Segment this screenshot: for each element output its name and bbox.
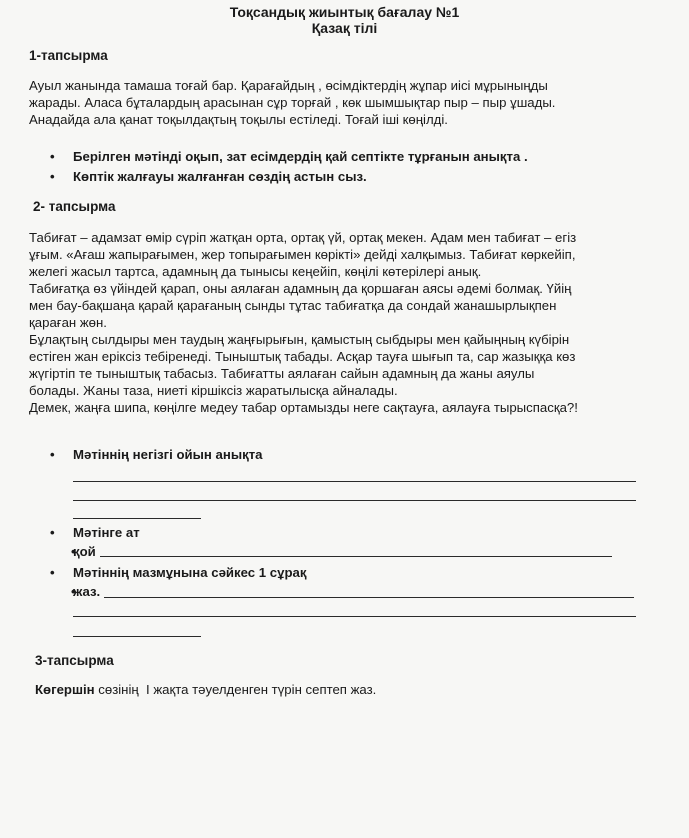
task2-text-line: Демек, жаңға шипа, көңілге медеу табар ортамызды неге сақтауға, аялауға тырыспасқа?! xyxy=(29,400,578,415)
answer-line[interactable] xyxy=(73,616,636,617)
answer-line[interactable] xyxy=(104,597,634,598)
task2-question-write-cont: • жаз. xyxy=(73,583,100,600)
task2-text-line: естіген жан еріксіз тебіренеді. Тыныштық табады. Асқар тауға шығып та, сар жазыққа көз xyxy=(29,349,576,364)
task3-instruction: сөзінің I жақта тәуелденген түрін септеп жаз. xyxy=(94,682,377,697)
title-line-2: Қазақ тілі xyxy=(311,20,378,36)
task1-text-line: жарады. Аласа бұталардың арасынан сұр торғай , көк шымшықтар пыр – пыр ұшады. xyxy=(29,95,556,110)
task2-text-line: жүгіртіп те тыныштық табасыз. Табиғатты аялаған сайын адамның да жаны аяулы xyxy=(29,366,535,381)
answer-line[interactable] xyxy=(73,636,201,637)
task2-heading: 2- тапсырма xyxy=(33,199,116,214)
answer-line[interactable] xyxy=(73,481,636,482)
task1-bullet-2: • Көптік жалғауы жалғанған сөздің астын сыз. xyxy=(52,168,367,185)
task2-text-line: ұғым. «Ағаш жапырағымен, жер топырағымен көрікті» дейді халқымыз. Табиғат көркейіп, xyxy=(29,247,576,262)
task1-text-line: Ауыл жанында тамаша тоғай бар. Қарағайдың , өсімдіктердің жұпар иісі мұрыныңды xyxy=(29,78,548,93)
task2-question-title: • Мәтінге ат xyxy=(52,524,140,541)
answer-line[interactable] xyxy=(100,556,612,557)
answer-line[interactable] xyxy=(73,518,201,519)
task2-text-line: Бұлақтың сылдыры мен таудың жаңғырығын, қамыстың сыбдыры мен қайыңның күбірін xyxy=(29,332,570,347)
task2-text-line: болады. Жаны таза, ниеті кіршіксіз жаратылысқа айналады. xyxy=(29,383,398,398)
title-line-1: Тоқсандық жиынтық бағалау №1 xyxy=(229,4,460,20)
task2-question-write: • Мәтіннің мазмұнына сәйкес 1 сұрақ xyxy=(52,564,306,581)
task2-text xyxy=(29,229,649,416)
task1-text xyxy=(29,77,649,128)
task1-bullet-1: • Берілген мәтінді оқып, зат есімдердің қай септікте тұрғанын анықта . xyxy=(52,148,528,165)
answer-line[interactable] xyxy=(73,500,636,501)
worksheet-title xyxy=(0,4,689,36)
task2-question-main-idea: • Мәтіннің негізгі ойын анықта xyxy=(52,446,263,463)
task2-question-title-cont: • қой xyxy=(73,543,96,560)
task2-text-line: мен бау-бақшаңа қарай қарағаның сынды тұтас табиғатқа да сондай жанашырлықпен xyxy=(29,298,557,313)
task3-heading: 3-тапсырма xyxy=(35,653,114,668)
task2-text-line: желегі жасыл тартса, адамның да тынысы кеңейіп, көңілі көтерілері анық. xyxy=(29,264,482,279)
task2-text-line: Табиғатқа өз үйіндей қарап, оны аялаған адамның да қоршаған аясы әдемі болмақ. Үйің xyxy=(29,281,572,296)
task3-word: Көгершін xyxy=(35,682,95,697)
task1-text-line: Анадайда ала қанат тоқылдақтың тоқылы естіледі. Тоғай іші көңілді. xyxy=(29,112,448,127)
task2-text-line: Табиғат – адамзат өмір сүріп жатқан орта, ортақ үй, ортақ мекен. Адам мен табиғат – егіз xyxy=(29,230,577,245)
task1-heading: 1-тапсырма xyxy=(29,48,108,63)
task3-text xyxy=(35,681,655,698)
task2-text-line: қараған жөн. xyxy=(29,315,107,330)
